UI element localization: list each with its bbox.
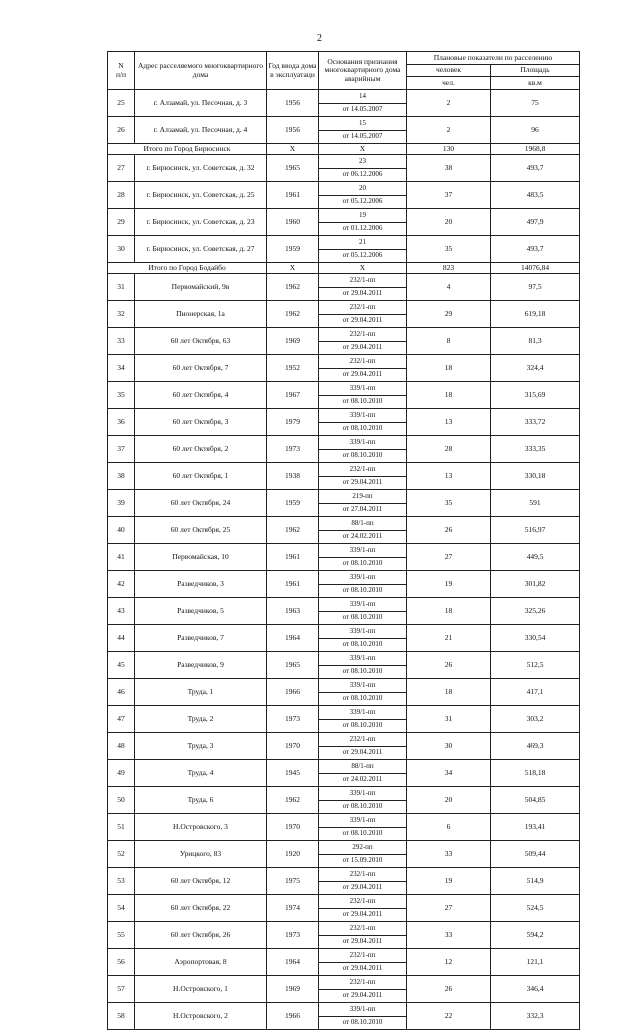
row-area: 518,18 (491, 760, 580, 787)
row-year: 1970 (267, 814, 319, 841)
row-basis-date: от 29.04.2011 (319, 314, 407, 328)
table-row (108, 382, 580, 396)
header-area-unit: кв.м (491, 77, 580, 90)
table-row (108, 625, 580, 639)
page-number: 2 (317, 33, 322, 44)
row-people: 27 (407, 544, 491, 571)
row-people: 34 (407, 760, 491, 787)
row-year: 1961 (267, 544, 319, 571)
row-basis-number: 232/1-пп (319, 274, 407, 288)
row-basis-number: 232/1-пп (319, 328, 407, 342)
row-num: 57 (108, 976, 135, 1003)
total-year: X (267, 263, 319, 274)
table-row (108, 760, 580, 774)
row-year: 1961 (267, 571, 319, 598)
row-basis-date: от 29.04.2011 (319, 935, 407, 949)
row-num: 27 (108, 155, 135, 182)
row-address: 60 лет Октября, 25 (135, 517, 267, 544)
row-people: 28 (407, 436, 491, 463)
row-area: 512,5 (491, 652, 580, 679)
row-people: 33 (407, 922, 491, 949)
row-address: 60 лет Октября, 1 (135, 463, 267, 490)
row-people: 30 (407, 733, 491, 760)
row-basis-number: 339/1-пп (319, 1003, 407, 1017)
row-year: 1973 (267, 436, 319, 463)
row-people: 35 (407, 236, 491, 263)
table-row (108, 155, 580, 169)
row-address: Н.Островского, 2 (135, 1003, 267, 1030)
row-people: 18 (407, 679, 491, 706)
row-basis-number: 339/1-пп (319, 382, 407, 396)
row-area: 509,44 (491, 841, 580, 868)
row-area: 514,9 (491, 868, 580, 895)
row-num: 32 (108, 301, 135, 328)
table-row (108, 436, 580, 450)
row-year: 1945 (267, 760, 319, 787)
row-area: 193,41 (491, 814, 580, 841)
row-area: 330,18 (491, 463, 580, 490)
row-people: 38 (407, 155, 491, 182)
row-num: 54 (108, 895, 135, 922)
row-year: 1962 (267, 517, 319, 544)
row-address: Труда, 3 (135, 733, 267, 760)
row-basis-number: 232/1-пп (319, 463, 407, 477)
row-address: Урицкого, 83 (135, 841, 267, 868)
table-row (108, 949, 580, 963)
total-year: X (267, 144, 319, 155)
row-num: 29 (108, 209, 135, 236)
row-people: 2 (407, 117, 491, 144)
row-year: 1969 (267, 328, 319, 355)
header-num: N п/п (108, 52, 135, 90)
row-num: 31 (108, 274, 135, 301)
table-row (108, 544, 580, 558)
row-num: 37 (108, 436, 135, 463)
total-basis: X (319, 144, 407, 155)
table-row (108, 733, 580, 747)
row-year: 1938 (267, 463, 319, 490)
table-row (108, 355, 580, 369)
row-area: 483,5 (491, 182, 580, 209)
row-address: 60 лет Октября, 2 (135, 436, 267, 463)
row-num: 28 (108, 182, 135, 209)
row-address: г. Бирюсинск, ул. Советская, д. 27 (135, 236, 267, 263)
row-basis-number: 20 (319, 182, 407, 196)
total-area: 14076,84 (491, 263, 580, 274)
header-basis: Основания признания многоквартирного дома аварийным (319, 52, 407, 90)
row-basis-date: от 08.10.2010 (319, 665, 407, 679)
row-num: 43 (108, 598, 135, 625)
row-basis-date: от 08.10.2010 (319, 395, 407, 409)
row-address: Труда, 4 (135, 760, 267, 787)
row-basis-date: от 29.04.2011 (319, 881, 407, 895)
row-num: 50 (108, 787, 135, 814)
row-num: 56 (108, 949, 135, 976)
row-num: 33 (108, 328, 135, 355)
row-basis-date: от 08.10.2010 (319, 611, 407, 625)
row-basis-date: от 29.04.2011 (319, 962, 407, 976)
row-year: 1970 (267, 733, 319, 760)
total-row (108, 144, 580, 155)
row-area: 516,97 (491, 517, 580, 544)
row-basis-date: от 08.10.2010 (319, 557, 407, 571)
row-people: 13 (407, 463, 491, 490)
table-row (108, 922, 580, 936)
row-year: 1962 (267, 301, 319, 328)
row-people: 26 (407, 652, 491, 679)
row-num: 25 (108, 90, 135, 117)
row-people: 33 (407, 841, 491, 868)
row-people: 20 (407, 787, 491, 814)
row-basis-number: 339/1-пп (319, 571, 407, 585)
row-num: 58 (108, 1003, 135, 1030)
row-year: 1960 (267, 209, 319, 236)
row-address: г. Бирюсинск, ул. Советская, д. 25 (135, 182, 267, 209)
row-num: 34 (108, 355, 135, 382)
row-basis-date: от 06.12.2006 (319, 168, 407, 182)
total-basis: X (319, 263, 407, 274)
row-basis-date: от 29.04.2011 (319, 908, 407, 922)
row-basis-date: от 05.12.2006 (319, 195, 407, 209)
row-people: 18 (407, 382, 491, 409)
row-num: 52 (108, 841, 135, 868)
row-basis-number: 219-пп (319, 490, 407, 504)
row-area: 524,5 (491, 895, 580, 922)
row-num: 40 (108, 517, 135, 544)
row-area: 493,7 (491, 236, 580, 263)
row-people: 8 (407, 328, 491, 355)
row-year: 1969 (267, 976, 319, 1003)
row-year: 1973 (267, 922, 319, 949)
row-basis-date: от 08.10.2010 (319, 827, 407, 841)
row-num: 46 (108, 679, 135, 706)
row-year: 1962 (267, 787, 319, 814)
row-basis-number: 23 (319, 155, 407, 169)
row-address: Н.Островского, 1 (135, 976, 267, 1003)
row-address: Первомайская, 10 (135, 544, 267, 571)
table-row (108, 706, 580, 720)
table-header (108, 52, 580, 90)
row-address: Н.Островского, 3 (135, 814, 267, 841)
row-year: 1964 (267, 949, 319, 976)
row-basis-date: от 05.12.2006 (319, 249, 407, 263)
row-people: 20 (407, 209, 491, 236)
table-row (108, 895, 580, 909)
row-address: 60 лет Октября, 26 (135, 922, 267, 949)
table-row (108, 328, 580, 342)
row-year: 1979 (267, 409, 319, 436)
total-people: 130 (407, 144, 491, 155)
row-year: 1920 (267, 841, 319, 868)
row-basis-number: 232/1-пп (319, 895, 407, 909)
row-num: 49 (108, 760, 135, 787)
row-address: 60 лет Октября, 7 (135, 355, 267, 382)
row-year: 1959 (267, 236, 319, 263)
row-year: 1965 (267, 155, 319, 182)
row-address: 60 лет Октября, 24 (135, 490, 267, 517)
row-address: г. Бирюсинск, ул. Советская, д. 32 (135, 155, 267, 182)
row-area: 449,5 (491, 544, 580, 571)
row-basis-number: 232/1-пп (319, 949, 407, 963)
row-area: 96 (491, 117, 580, 144)
row-basis-number: 339/1-пп (319, 652, 407, 666)
row-address: 60 лет Октября, 63 (135, 328, 267, 355)
row-area: 325,26 (491, 598, 580, 625)
row-address: 60 лет Октября, 3 (135, 409, 267, 436)
row-basis-number: 339/1-пп (319, 409, 407, 423)
total-people: 823 (407, 263, 491, 274)
row-people: 37 (407, 182, 491, 209)
row-num: 36 (108, 409, 135, 436)
row-basis-date: от 08.10.2010 (319, 719, 407, 733)
row-basis-number: 232/1-пп (319, 301, 407, 315)
row-people: 31 (407, 706, 491, 733)
row-area: 333,35 (491, 436, 580, 463)
row-area: 332,3 (491, 1003, 580, 1030)
table-row (108, 652, 580, 666)
row-basis-date: от 29.04.2011 (319, 989, 407, 1003)
header-people-unit: чел. (407, 77, 491, 90)
row-address: Первомайский, 9в (135, 274, 267, 301)
table-row (108, 787, 580, 801)
row-num: 51 (108, 814, 135, 841)
row-basis-number: 232/1-пп (319, 733, 407, 747)
row-area: 591 (491, 490, 580, 517)
row-num: 53 (108, 868, 135, 895)
row-address: 60 лет Октября, 4 (135, 382, 267, 409)
row-basis-number: 339/1-пп (319, 436, 407, 450)
row-num: 38 (108, 463, 135, 490)
row-people: 2 (407, 90, 491, 117)
table-row (108, 868, 580, 882)
row-area: 333,72 (491, 409, 580, 436)
row-address: 60 лет Октября, 22 (135, 895, 267, 922)
table-row (108, 301, 580, 315)
row-year: 1964 (267, 625, 319, 652)
table-body (108, 90, 580, 1030)
row-people: 26 (407, 976, 491, 1003)
row-area: 619,18 (491, 301, 580, 328)
row-basis-date: от 29.04.2011 (319, 287, 407, 301)
row-basis-number: 232/1-пп (319, 922, 407, 936)
row-address: Разведчиков, 5 (135, 598, 267, 625)
row-year: 1956 (267, 90, 319, 117)
row-area: 121,1 (491, 949, 580, 976)
row-year: 1975 (267, 868, 319, 895)
table-row (108, 1003, 580, 1017)
row-people: 35 (407, 490, 491, 517)
row-address: г. Бирюсинск, ул. Советская, д. 23 (135, 209, 267, 236)
row-num: 55 (108, 922, 135, 949)
row-year: 1966 (267, 1003, 319, 1030)
row-area: 594,2 (491, 922, 580, 949)
row-year: 1961 (267, 182, 319, 209)
row-basis-date: от 27.04.2011 (319, 503, 407, 517)
total-label: Итого по Город Бирюсинск (108, 144, 267, 155)
row-basis-date: от 24.02.2011 (319, 530, 407, 544)
row-basis-date: от 29.04.2011 (319, 746, 407, 760)
row-address: Разведчиков, 7 (135, 625, 267, 652)
row-basis-number: 292-пп (319, 841, 407, 855)
row-basis-number: 339/1-пп (319, 598, 407, 612)
row-people: 18 (407, 355, 491, 382)
row-area: 315,69 (491, 382, 580, 409)
table-row (108, 976, 580, 990)
row-basis-number: 232/1-пп (319, 868, 407, 882)
table-row (108, 274, 580, 288)
row-num: 30 (108, 236, 135, 263)
header-people: человек (407, 65, 491, 77)
table-row (108, 598, 580, 612)
total-label: Итого по Город Бодайбо (108, 263, 267, 274)
table-row (108, 209, 580, 223)
row-address: Труда, 6 (135, 787, 267, 814)
row-basis-date: от 08.10.2010 (319, 584, 407, 598)
row-basis-date: от 24.02.2011 (319, 773, 407, 787)
row-area: 75 (491, 90, 580, 117)
row-area: 469,3 (491, 733, 580, 760)
row-address: г. Алзамай, ул. Песочная, д. 4 (135, 117, 267, 144)
row-area: 301,82 (491, 571, 580, 598)
row-area: 330,54 (491, 625, 580, 652)
row-year: 1973 (267, 706, 319, 733)
table-row (108, 814, 580, 828)
row-basis-number: 339/1-пп (319, 679, 407, 693)
row-people: 4 (407, 274, 491, 301)
row-area: 303,2 (491, 706, 580, 733)
table-row (108, 117, 580, 131)
row-basis-date: от 08.10.2010 (319, 449, 407, 463)
row-address: 60 лет Октября, 12 (135, 868, 267, 895)
row-num: 47 (108, 706, 135, 733)
table-row (108, 571, 580, 585)
row-address: Разведчиков, 3 (135, 571, 267, 598)
row-basis-number: 88/1-пп (319, 517, 407, 531)
row-address: Труда, 1 (135, 679, 267, 706)
row-people: 29 (407, 301, 491, 328)
table-row (108, 182, 580, 196)
table-row (108, 90, 580, 104)
row-people: 22 (407, 1003, 491, 1030)
row-people: 27 (407, 895, 491, 922)
row-num: 42 (108, 571, 135, 598)
row-basis-date: от 29.04.2011 (319, 341, 407, 355)
row-people: 12 (407, 949, 491, 976)
row-basis-date: от 08.10.2010 (319, 638, 407, 652)
row-year: 1956 (267, 117, 319, 144)
row-year: 1974 (267, 895, 319, 922)
total-area: 1968,8 (491, 144, 580, 155)
row-basis-number: 339/1-пп (319, 787, 407, 801)
row-basis-number: 232/1-пп (319, 976, 407, 990)
row-area: 324,4 (491, 355, 580, 382)
total-row (108, 263, 580, 274)
row-year: 1965 (267, 652, 319, 679)
row-basis-date: от 15.09.2010 (319, 854, 407, 868)
row-area: 81,3 (491, 328, 580, 355)
row-address: Аэропортовая, 8 (135, 949, 267, 976)
row-num: 44 (108, 625, 135, 652)
row-area: 97,5 (491, 274, 580, 301)
row-area: 417,1 (491, 679, 580, 706)
row-basis-number: 339/1-пп (319, 706, 407, 720)
row-basis-date: от 08.10.2010 (319, 800, 407, 814)
row-num: 35 (108, 382, 135, 409)
row-basis-number: 339/1-пп (319, 814, 407, 828)
row-people: 19 (407, 571, 491, 598)
row-basis-date: от 29.04.2011 (319, 368, 407, 382)
row-year: 1967 (267, 382, 319, 409)
row-year: 1966 (267, 679, 319, 706)
row-basis-number: 19 (319, 209, 407, 223)
header-address: Адрес расселяемого многоквартирного дома (135, 52, 267, 90)
row-basis-number: 88/1-пп (319, 760, 407, 774)
row-basis-number: 339/1-пп (319, 625, 407, 639)
row-area: 504,85 (491, 787, 580, 814)
row-people: 6 (407, 814, 491, 841)
row-year: 1962 (267, 274, 319, 301)
row-people: 13 (407, 409, 491, 436)
row-basis-number: 339/1-пп (319, 544, 407, 558)
row-basis-date: от 01.12.2006 (319, 222, 407, 236)
row-year: 1952 (267, 355, 319, 382)
row-address: Пионерская, 1а (135, 301, 267, 328)
row-area: 346,4 (491, 976, 580, 1003)
row-num: 48 (108, 733, 135, 760)
row-people: 21 (407, 625, 491, 652)
table-row (108, 463, 580, 477)
row-num: 39 (108, 490, 135, 517)
row-basis-date: от 29.04.2011 (319, 476, 407, 490)
row-basis-number: 15 (319, 117, 407, 131)
table-row (108, 236, 580, 250)
row-basis-number: 21 (319, 236, 407, 250)
row-basis-date: от 08.10.2010 (319, 422, 407, 436)
row-year: 1963 (267, 598, 319, 625)
header-year: Год ввода дома в эксплуатаци (267, 52, 319, 90)
row-area: 493,7 (491, 155, 580, 182)
row-people: 19 (407, 868, 491, 895)
row-basis-date: от 08.10.2010 (319, 1016, 407, 1030)
header-area: Площадь (491, 65, 580, 77)
row-area: 497,9 (491, 209, 580, 236)
row-basis-number: 232/1-пп (319, 355, 407, 369)
row-address: г. Алзамай, ул. Песочная, д. 3 (135, 90, 267, 117)
table-row (108, 409, 580, 423)
header-plan: Плановые показатели по расселению (407, 52, 580, 65)
row-num: 41 (108, 544, 135, 571)
row-num: 45 (108, 652, 135, 679)
row-basis-date: от 14.05.2007 (319, 130, 407, 144)
table-row (108, 679, 580, 693)
row-people: 26 (407, 517, 491, 544)
row-address: Разведчиков, 9 (135, 652, 267, 679)
table-row (108, 517, 580, 531)
row-address: Труда, 2 (135, 706, 267, 733)
row-num: 26 (108, 117, 135, 144)
table-row (108, 841, 580, 855)
row-basis-number: 14 (319, 90, 407, 104)
table-row (108, 490, 580, 504)
row-people: 18 (407, 598, 491, 625)
row-year: 1959 (267, 490, 319, 517)
resettlement-table (107, 51, 580, 1030)
row-basis-date: от 08.10.2010 (319, 692, 407, 706)
row-basis-date: от 14.05.2007 (319, 103, 407, 117)
